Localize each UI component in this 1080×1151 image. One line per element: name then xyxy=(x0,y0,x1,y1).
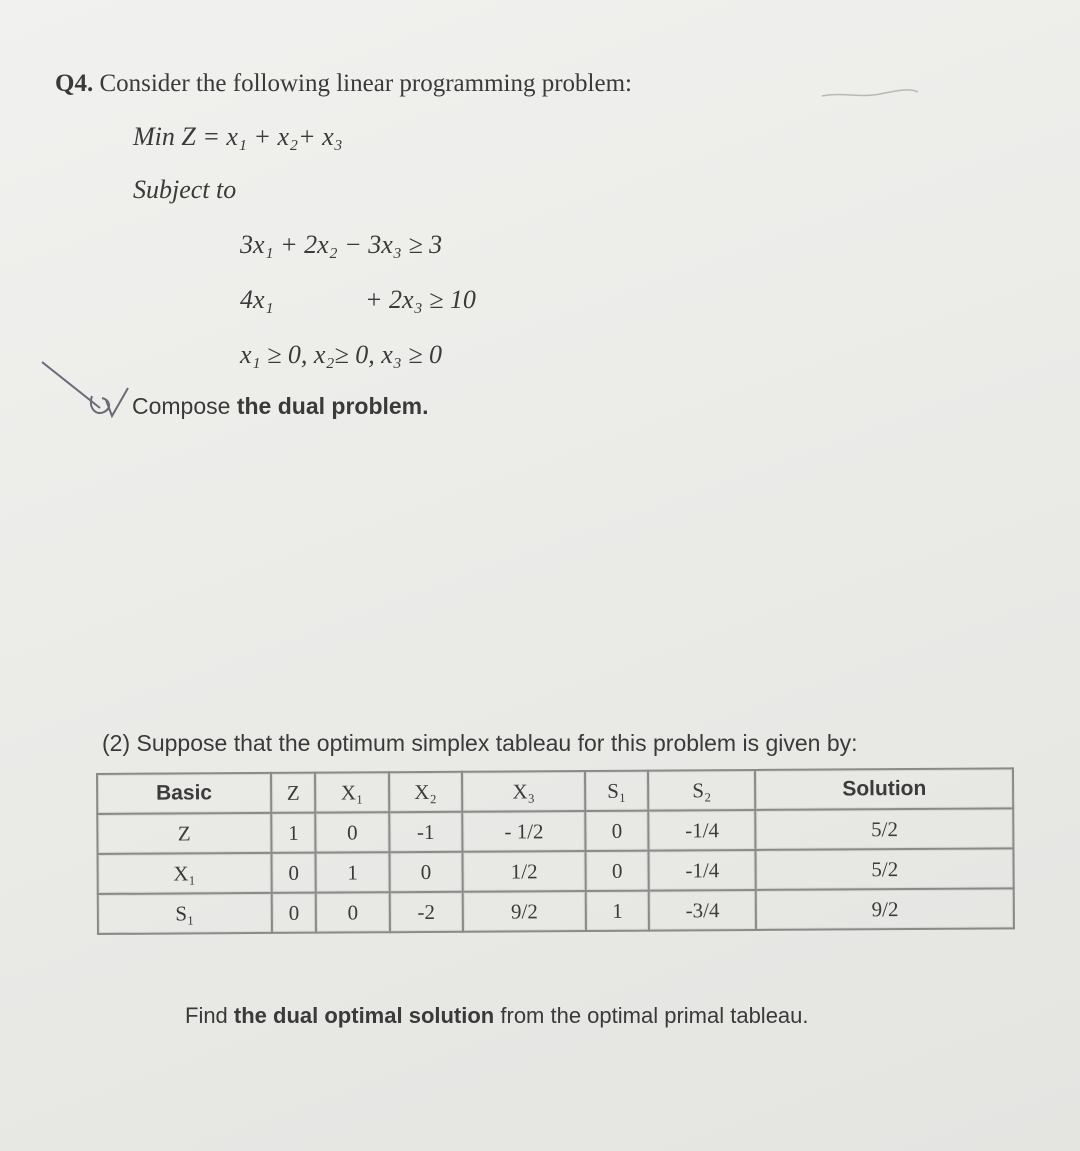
header-solution: Solution xyxy=(755,768,1013,810)
table-row xyxy=(98,888,1014,934)
objective-function: Min Z = x₁ + x₂+ x₃ xyxy=(133,122,343,151)
table-row xyxy=(97,848,1013,894)
nonnegativity-constraints: x₁ ≥ 0, x₂≥ 0, x₃ ≥ 0 xyxy=(240,340,443,369)
table-cell: 5/2 xyxy=(756,808,1014,850)
question-number: Q4. xyxy=(55,70,94,97)
table-cell: X₁ xyxy=(97,853,271,894)
table-cell: 9/2 xyxy=(463,891,586,932)
table-row xyxy=(97,808,1013,854)
header-s1: S₁ xyxy=(585,771,648,811)
header-x3: X₃ xyxy=(462,771,585,812)
constraint-2-left: 4x₁ xyxy=(240,285,274,314)
table-cell: S₁ xyxy=(98,893,272,934)
header-z: Z xyxy=(271,773,316,813)
part-1-instruction xyxy=(132,393,429,420)
header-basic: Basic xyxy=(97,773,271,814)
tableau-header-row xyxy=(97,768,1013,814)
header-x1: X₁ xyxy=(315,772,389,812)
table-cell: -1/4 xyxy=(649,850,757,891)
table-cell: 0 xyxy=(316,892,390,932)
table-cell: 0 xyxy=(389,852,463,892)
table-cell: 0 xyxy=(586,851,649,891)
part-1-prefix: Compose xyxy=(132,393,231,419)
table-cell: Z xyxy=(97,813,271,854)
table-cell: -1 xyxy=(389,812,463,852)
find-instruction xyxy=(185,1003,809,1029)
table-cell: 1 xyxy=(586,891,649,931)
table-cell: 1 xyxy=(271,813,316,853)
table-cell: -1/4 xyxy=(648,810,756,851)
simplex-tableau xyxy=(96,767,1015,935)
part-2-instruction: (2) Suppose that the optimum simplex tableau for this problem is given by: xyxy=(102,730,858,756)
question-heading xyxy=(55,70,632,98)
find-suffix: from the optimal primal tableau. xyxy=(500,1003,809,1028)
table-cell: -2 xyxy=(389,892,463,932)
header-s2: S₂ xyxy=(648,770,756,811)
table-cell: - 1/2 xyxy=(462,811,585,852)
find-bold: the dual optimal solution xyxy=(233,1003,495,1028)
pen-checkmark-icon xyxy=(40,358,130,428)
table-cell: 9/2 xyxy=(756,888,1014,930)
header-x2: X₂ xyxy=(389,772,463,812)
table-cell: 1 xyxy=(316,852,390,892)
table-cell: 0 xyxy=(585,811,648,851)
pencil-scribble-icon xyxy=(820,82,920,102)
constraint-2-right: + 2x₃ ≥ 10 xyxy=(365,285,476,314)
table-cell: 1/2 xyxy=(463,851,586,892)
find-prefix: Find xyxy=(185,1003,228,1028)
subject-to-label: Subject to xyxy=(133,175,237,204)
table-cell: 0 xyxy=(272,893,317,933)
table-cell: 0 xyxy=(271,853,316,893)
table-cell: -3/4 xyxy=(649,890,757,931)
part-1-bold: the dual problem. xyxy=(236,393,429,419)
question-intro: Consider the following linear programming problem: xyxy=(99,70,632,97)
table-cell: 5/2 xyxy=(756,848,1014,890)
table-cell: 0 xyxy=(316,812,390,852)
constraint-1: 3x₁ + 2x₂ − 3x₃ ≥ 3 xyxy=(240,230,443,259)
